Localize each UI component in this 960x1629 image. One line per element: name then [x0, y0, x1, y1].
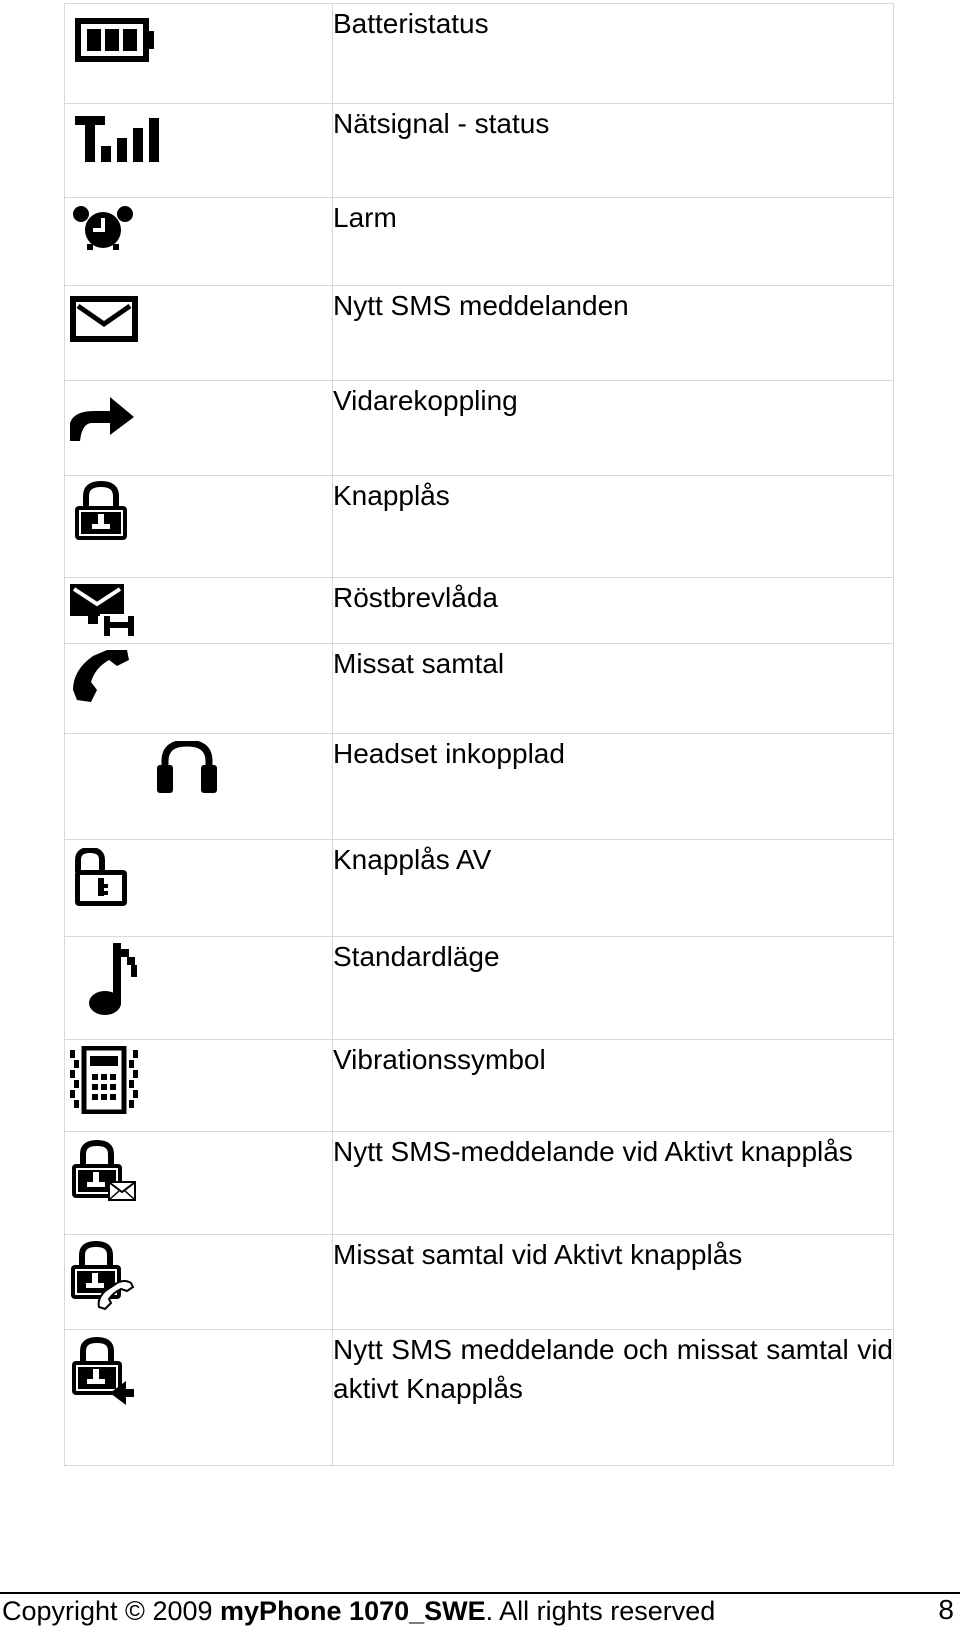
- battery-icon: [75, 18, 155, 62]
- music-note-icon: [87, 943, 141, 1017]
- row-label: Batteristatus: [333, 8, 489, 39]
- description-cell: [333, 4, 894, 104]
- table-row: [65, 4, 894, 104]
- table-row: [65, 734, 894, 840]
- table-row: [65, 476, 894, 578]
- table-row: [65, 198, 894, 286]
- signal-icon: [75, 116, 167, 164]
- table-row: [65, 286, 894, 381]
- row-label: Headset inkopplad: [333, 738, 565, 769]
- phone-handset-icon: [73, 650, 129, 702]
- row-label: Missat samtal vid Aktivt knapplås: [333, 1239, 743, 1270]
- copyright-text: [2, 1596, 715, 1626]
- table-row: [65, 578, 894, 644]
- brand-name: myPhone 1070_SWE: [220, 1596, 486, 1626]
- headset-icon: [157, 741, 217, 793]
- padlock-icon: [72, 480, 130, 542]
- table-row: [65, 1330, 894, 1466]
- table-row: [65, 1235, 894, 1330]
- row-label: Nytt SMS meddelande och missat samtal vid aktivt Knapplås: [333, 1334, 893, 1404]
- table-row: [65, 381, 894, 476]
- padlock-envelope-icon: [71, 1140, 137, 1204]
- status-icon-table: [64, 3, 894, 1466]
- row-label: Vidarekoppling: [333, 385, 518, 416]
- row-label: Nytt SMS meddelanden: [333, 290, 629, 321]
- icon-cell: [65, 4, 333, 104]
- row-label: Standardläge: [333, 941, 500, 972]
- copyright-prefix: Copyright © 2009: [2, 1596, 221, 1626]
- row-label: Nätsignal - status: [333, 108, 550, 139]
- table-row: [65, 1132, 894, 1235]
- table-row: [65, 840, 894, 937]
- page-footer: [0, 1592, 960, 1629]
- page-number: 8: [938, 1594, 954, 1625]
- table-row: [65, 1040, 894, 1132]
- table-row: [65, 937, 894, 1040]
- row-label: Missat samtal: [333, 648, 505, 679]
- row-label: Vibrationssymbol: [333, 1044, 546, 1075]
- padlock-sms-missed-call-icon: [70, 1337, 136, 1407]
- voicemail-icon: [70, 584, 136, 636]
- row-label: Larm: [333, 202, 397, 233]
- envelope-icon: [70, 296, 138, 342]
- row-label: Nytt SMS-meddelande vid Aktivt knapplås: [333, 1136, 853, 1167]
- vibrating-phone-icon: [70, 1046, 138, 1114]
- alarm-clock-icon: [71, 204, 135, 250]
- row-label: Knapplås AV: [333, 844, 492, 875]
- table-row: [65, 104, 894, 198]
- padlock-phone-icon: [69, 1241, 137, 1311]
- forward-arrow-icon: [70, 393, 136, 441]
- table-row: [65, 644, 894, 734]
- row-label: Knapplås: [333, 480, 450, 511]
- rights-reserved: . All rights reserved: [485, 1596, 716, 1626]
- unlocked-padlock-icon: [72, 848, 130, 908]
- row-label: Röstbrevlåda: [333, 582, 498, 613]
